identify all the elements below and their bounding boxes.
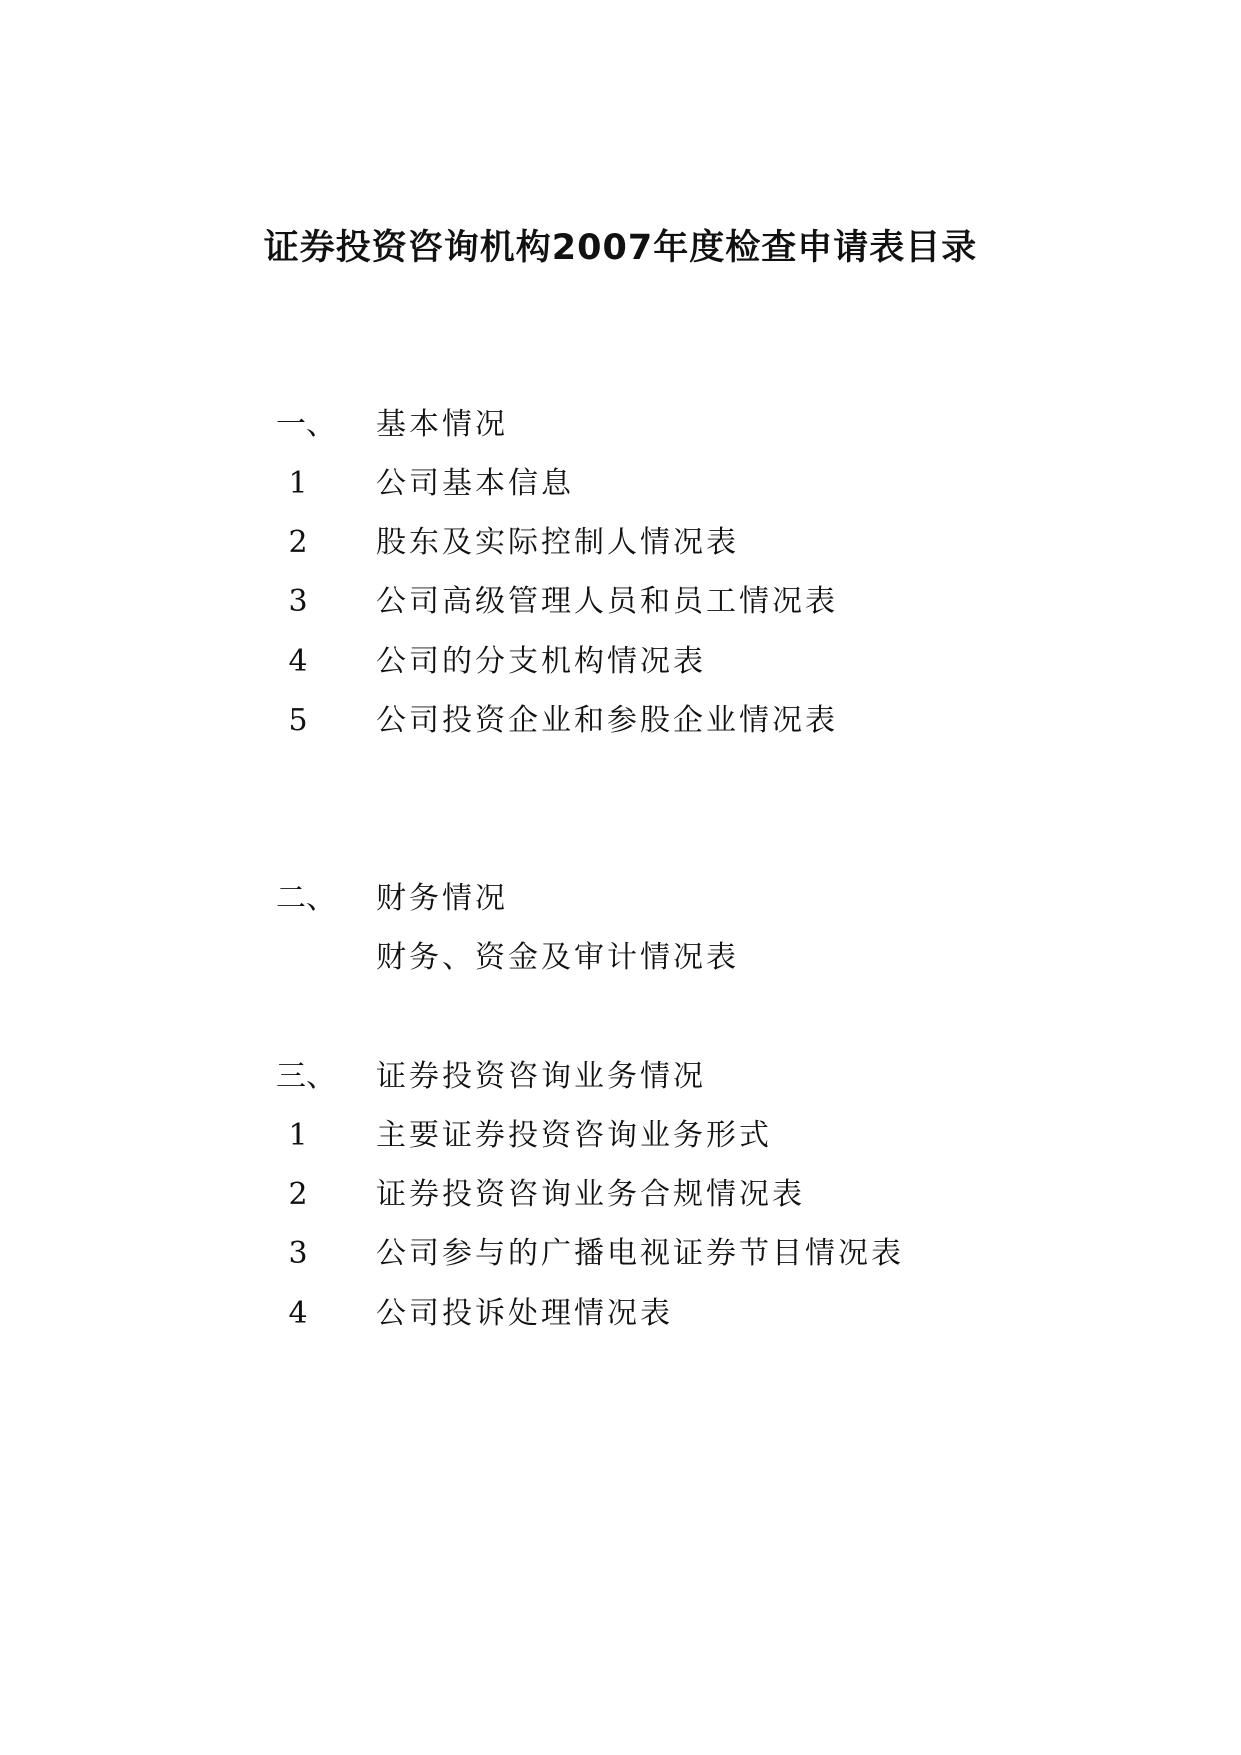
toc-item: [0, 640, 1241, 684]
toc-item-number: 3: [288, 1236, 308, 1271]
section-number: 三、: [276, 1059, 336, 1094]
toc-item-number: 5: [288, 703, 308, 738]
toc-item-number: 1: [288, 1118, 308, 1153]
section-heading: [0, 1055, 1241, 1099]
toc-item: [0, 580, 1241, 624]
toc-item: [0, 936, 1241, 980]
toc-item-label: 公司投资企业和参股企业情况表: [376, 703, 838, 738]
toc-item-label: 财务、资金及审计情况表: [376, 940, 739, 975]
toc-item: [0, 1292, 1241, 1336]
page-title: 证券投资咨询机构2007年度检查申请表目录: [263, 228, 978, 268]
toc-item: [0, 1173, 1241, 1217]
toc-item: [0, 521, 1241, 565]
section-number: 一、: [276, 407, 336, 442]
toc-item-label: 公司高级管理人员和员工情况表: [376, 584, 838, 619]
section-heading: [0, 877, 1241, 921]
section-title: 财务情况: [376, 881, 508, 916]
section-title: 基本情况: [376, 407, 508, 442]
section-heading: [0, 403, 1241, 447]
toc-item-number: 1: [288, 466, 308, 501]
toc-item-number: 2: [288, 525, 308, 560]
toc-item-label: 股东及实际控制人情况表: [376, 525, 739, 560]
toc-item: [0, 699, 1241, 743]
toc-item-label: 公司基本信息: [376, 466, 574, 501]
toc-item-label: 证券投资咨询业务合规情况表: [376, 1177, 805, 1212]
section-title: 证券投资咨询业务情况: [376, 1059, 706, 1094]
toc-item-number: 2: [288, 1177, 308, 1212]
toc-item-label: 主要证券投资咨询业务形式: [376, 1118, 772, 1153]
toc-item-number: 3: [288, 584, 308, 619]
toc-item-number: 4: [288, 644, 308, 679]
toc-item: [0, 1114, 1241, 1158]
toc-item-number: 4: [288, 1296, 308, 1331]
toc-item-label: 公司参与的广播电视证券节目情况表: [376, 1236, 904, 1271]
toc-item: [0, 1232, 1241, 1276]
toc-item: [0, 462, 1241, 506]
toc-item-label: 公司投诉处理情况表: [376, 1296, 673, 1331]
toc-item-label: 公司的分支机构情况表: [376, 644, 706, 679]
section-number: 二、: [276, 881, 336, 916]
